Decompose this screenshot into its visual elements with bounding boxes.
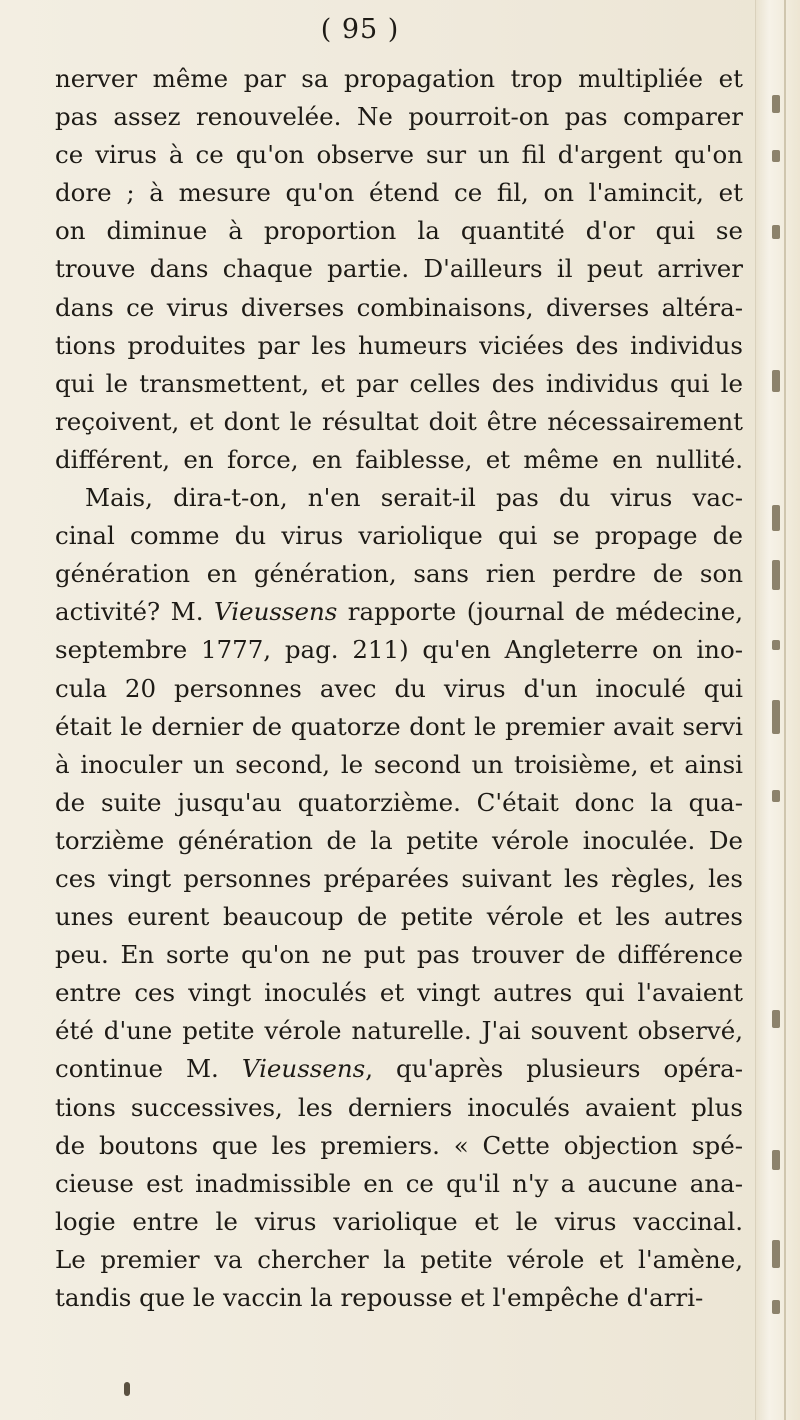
text-line: différent, en force, en faiblesse, et même en nullité.: [55, 444, 743, 474]
text-line: qui le transmettent, et par celles des individus qui le: [55, 368, 743, 398]
edge-ink-mark: [772, 505, 780, 531]
text-line: dore ; à mesure qu'on étend ce fil, on l'amincit, et: [55, 178, 743, 208]
text-line: tions successives, les derniers inoculés avaient plus: [55, 1092, 743, 1122]
text-line: peu. En sorte qu'on ne put pas trouver de différence: [55, 940, 743, 970]
text-line: génération en génération, sans rien perdre de son: [55, 559, 743, 589]
text-line: Le premier va chercher la petite vérole et l'amène,: [55, 1244, 743, 1274]
text-line: activité? M. Vieussens rapporte (journal de médecine,: [55, 597, 743, 627]
text-line: cieuse est inadmissible en ce qu'il n'y a aucune ana-: [55, 1168, 743, 1198]
text-line: à inoculer un second, le second un troisième, et ainsi: [55, 749, 743, 779]
text-line: septembre 1777, pag. 211) qu'en Angleterre on ino-: [55, 635, 743, 665]
text-line: unes eurent beaucoup de petite vérole et les autres: [55, 902, 743, 932]
edge-ink-mark: [772, 225, 780, 239]
text-line: torzième génération de la petite vérole inoculée. De: [55, 825, 743, 855]
text-line: trouve dans chaque partie. D'ailleurs il peut arriver: [55, 254, 743, 284]
edge-ink-mark: [772, 700, 780, 734]
edge-ink-mark: [772, 370, 780, 392]
text-line: dans ce virus diverses combinaisons, diverses altéra-: [55, 292, 743, 322]
text-line: reçoivent, et dont le résultat doit être nécessairement: [55, 406, 743, 436]
text-line: cula 20 personnes avec du virus d'un inoculé qui: [55, 673, 743, 703]
ink-spot: [124, 1382, 130, 1396]
page-number: ( 95 ): [320, 14, 400, 45]
text-line: entre ces vingt inoculés et vingt autres qui l'avaient: [55, 978, 743, 1008]
edge-ink-mark: [772, 1240, 780, 1268]
text-line: pas assez renouvelée. Ne pourroit-on pas comparer: [55, 102, 743, 132]
edge-ink-mark: [772, 560, 780, 590]
text-line: ces vingt personnes préparées suivant les règles, les: [55, 863, 743, 893]
text-line: logie entre le virus variolique et le virus vaccinal.: [55, 1206, 743, 1236]
text-line: Mais, dira-t-on, n'en serait-il pas du virus vac-: [85, 483, 743, 513]
edge-ink-mark: [772, 1010, 780, 1028]
text-line: tions produites par les humeurs viciées des individus: [55, 330, 743, 360]
edge-ink-mark: [772, 1150, 780, 1170]
text-line: on diminue à proportion la quantité d'or qui se: [55, 216, 743, 246]
edge-ink-mark: [772, 640, 780, 650]
text-line: nerver même par sa propagation trop multipliée et: [55, 64, 743, 93]
text-line: tandis que le vaccin la repousse et l'empêche d'arri-: [55, 1283, 704, 1312]
edge-ink-mark: [772, 95, 780, 113]
body-text: [55, 60, 743, 1317]
edge-ink-mark: [772, 1300, 780, 1314]
edge-ink-mark: [772, 790, 780, 802]
edge-ink-mark: [772, 150, 780, 162]
text-line: de suite jusqu'au quatorzième. C'était donc la qua-: [55, 787, 743, 817]
text-line: cinal comme du virus variolique qui se propage de: [55, 521, 743, 551]
text-line: été d'une petite vérole naturelle. J'ai souvent observé,: [55, 1016, 743, 1046]
text-line: continue M. Vieussens, qu'après plusieurs opéra-: [55, 1054, 743, 1084]
text-line: était le dernier de quatorze dont le premier avait servi: [55, 711, 743, 741]
adjacent-page-edge: [755, 0, 800, 1420]
text-line: ce virus à ce qu'on observe sur un fil d'argent qu'on: [55, 140, 743, 170]
page-edge-rule: [784, 0, 786, 1420]
text-line: de boutons que les premiers. « Cette objection spé-: [55, 1130, 743, 1160]
